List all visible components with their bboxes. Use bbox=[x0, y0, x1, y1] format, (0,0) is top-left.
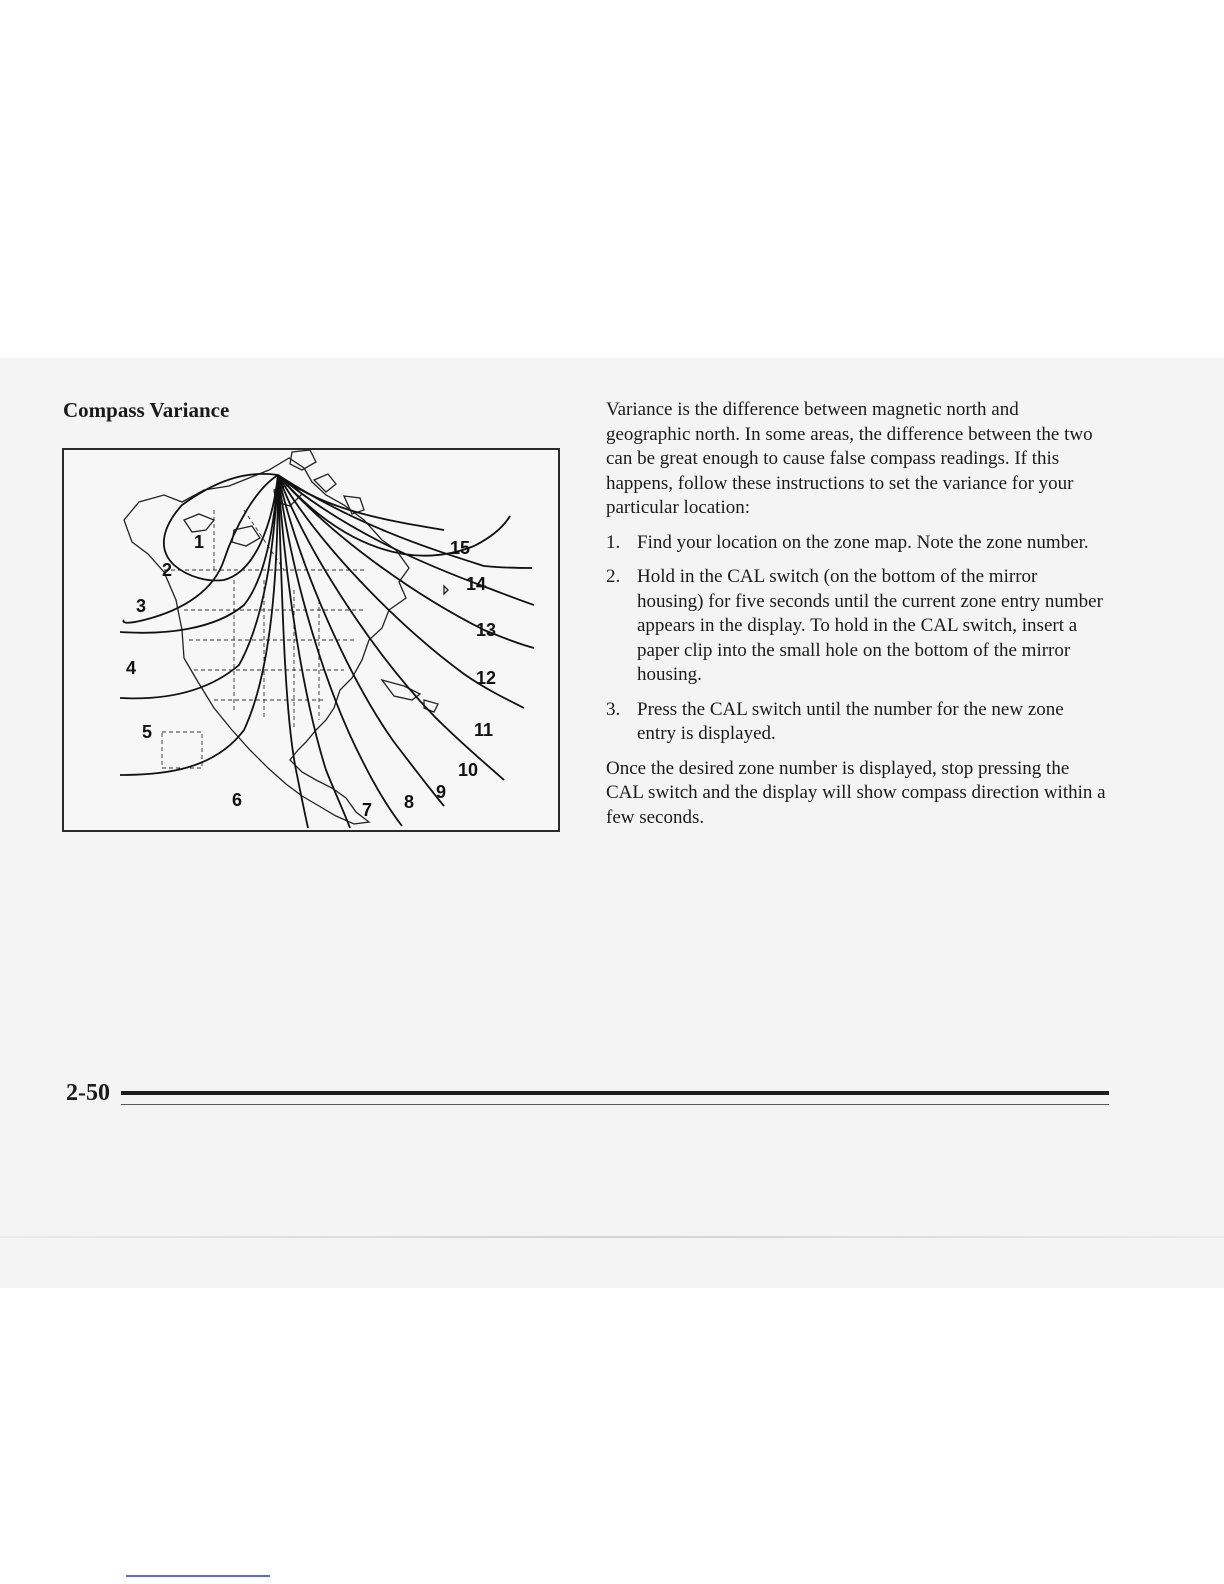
state-borders bbox=[162, 510, 364, 768]
step-number: 2. bbox=[606, 566, 621, 587]
zone-label-11: 11 bbox=[474, 720, 494, 740]
step-number: 3. bbox=[606, 698, 621, 720]
page-number: 2-50 bbox=[66, 1080, 110, 1106]
footer-rule-thick bbox=[121, 1091, 1109, 1095]
step-text: Press the CAL switch until the number for the new zone entry is displayed. bbox=[637, 698, 1064, 744]
zone-label-14: 14 bbox=[466, 574, 487, 594]
page-edge-shadow bbox=[0, 1236, 1224, 1238]
zone-label-2: 2 bbox=[162, 560, 173, 580]
zone-map-figure bbox=[62, 448, 560, 832]
intro-paragraph: Variance is the difference between magnetic north and geographic north. In some areas, the difference between the two can be great enough to cause false compass readings. If this happens, follow these instructions to set the variance for your particular location: bbox=[606, 399, 1093, 518]
zone-label-9: 9 bbox=[436, 782, 447, 802]
zone-label-7: 7 bbox=[362, 800, 373, 820]
zone-label-6: 6 bbox=[232, 790, 243, 810]
step-text: Hold in the CAL switch (on the bottom of the mirror housing) for five seconds until the current zone entry number appears in the display. To hold in the CAL switch, insert a paper clip into the small hole on the bottom of the mirror housing. bbox=[637, 566, 1103, 685]
step-item bbox=[606, 698, 1106, 747]
steps-list bbox=[606, 531, 1106, 747]
zone-label-13: 13 bbox=[476, 620, 497, 640]
footer-rule-thin bbox=[121, 1104, 1109, 1105]
zone-label-12: 12 bbox=[476, 668, 497, 688]
zone-label-5: 5 bbox=[142, 722, 153, 742]
step-number: 1. bbox=[606, 531, 621, 553]
zone-label-1: 1 bbox=[194, 532, 205, 552]
zone-map-svg bbox=[64, 450, 558, 830]
section-title: Compass Variance bbox=[63, 398, 230, 422]
instructions-column bbox=[606, 398, 1106, 830]
bottom-link-underline bbox=[126, 1575, 270, 1577]
zone-label-4: 4 bbox=[126, 658, 137, 678]
zone-label-10: 10 bbox=[458, 760, 479, 780]
zone-label-3: 3 bbox=[136, 596, 147, 616]
closing-paragraph: Once the desired zone number is displayed, stop pressing the CAL switch and the display will show compass direction within a few seconds. bbox=[606, 757, 1106, 828]
step-item bbox=[606, 531, 1106, 556]
zone-label-8: 8 bbox=[404, 792, 415, 812]
step-text: Find your location on the zone map. Note the zone number. bbox=[637, 531, 1089, 553]
zone-label-15: 15 bbox=[450, 538, 471, 558]
step-item bbox=[606, 565, 1106, 688]
